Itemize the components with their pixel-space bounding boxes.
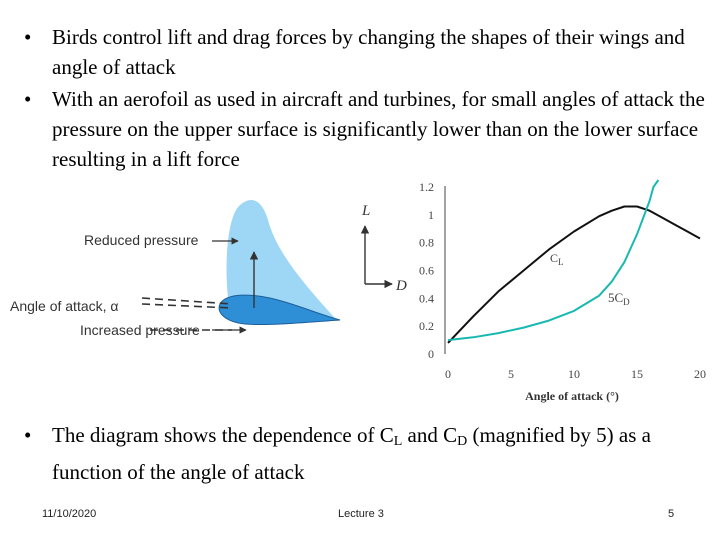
bottom-bullet bbox=[18, 420, 708, 487]
flow-line-mid bbox=[142, 304, 232, 308]
x-tick-label: 20 bbox=[694, 367, 706, 381]
bullet-item bbox=[18, 22, 708, 82]
bullet-text: The diagram shows the dependence of $C_L$ and $C_D$ (magnified by 5) as a function of the angle of attack bbox=[52, 423, 651, 484]
cl-cd-chart bbox=[400, 178, 718, 410]
bullet-dot: • bbox=[24, 423, 32, 447]
x-axis-label: Angle of attack (°) bbox=[525, 389, 619, 403]
bullet-text: Birds control lift and drag forces by changing the shapes of their wings and angle of attack bbox=[52, 25, 685, 79]
y-tick-label: 1 bbox=[428, 207, 434, 222]
y-tick-label: 0.6 bbox=[419, 263, 434, 278]
y-tick-label: 0.8 bbox=[419, 235, 434, 250]
lift-label: L bbox=[362, 203, 371, 219]
footer-date: 11/10/2020 bbox=[42, 508, 97, 520]
top-bullets bbox=[18, 22, 708, 176]
x-tick-label: 5 bbox=[508, 367, 514, 381]
reduced-pressure-label: Reduced pressure bbox=[84, 232, 199, 248]
y-tick-label: 0 bbox=[428, 347, 434, 361]
x-tick-label: 15 bbox=[631, 367, 643, 381]
cd-name: 5C bbox=[608, 290, 624, 305]
x-tick-label: 10 bbox=[568, 367, 580, 381]
y-tick-label: 0.4 bbox=[419, 291, 434, 306]
cd-series-label bbox=[608, 290, 630, 307]
bullet-dot: • bbox=[24, 87, 32, 111]
airfoil-diagram bbox=[0, 180, 407, 350]
chart-series bbox=[448, 180, 700, 343]
cl-series-label bbox=[550, 251, 564, 267]
drag-label: D bbox=[396, 278, 407, 294]
cl-sub: L bbox=[558, 257, 564, 267]
bullet-dot: • bbox=[24, 25, 32, 49]
y-tick-label: 0.2 bbox=[419, 319, 434, 334]
bullet-text: With an aerofoil as used in aircraft and turbines, for small angles of attack the pressure on the upper surface is significantly lower than on the lower surface resulting in a lift force bbox=[52, 87, 705, 171]
angle-of-attack-label: Angle of attack, α bbox=[10, 298, 119, 314]
chart-ticks bbox=[419, 180, 706, 381]
x-tick-label: 0 bbox=[445, 367, 451, 381]
bullet-item bbox=[18, 84, 708, 174]
cl-name: C bbox=[550, 251, 559, 265]
footer-page-number: 5 bbox=[668, 508, 675, 520]
y-tick-label: 1.2 bbox=[419, 180, 434, 194]
cd-sub: D bbox=[623, 297, 630, 307]
footer-lecture: Lecture 3 bbox=[338, 508, 384, 520]
increased-pressure-label: Increased pressure bbox=[80, 322, 200, 338]
flow-line-upper bbox=[142, 298, 232, 304]
cl-line bbox=[448, 207, 700, 343]
